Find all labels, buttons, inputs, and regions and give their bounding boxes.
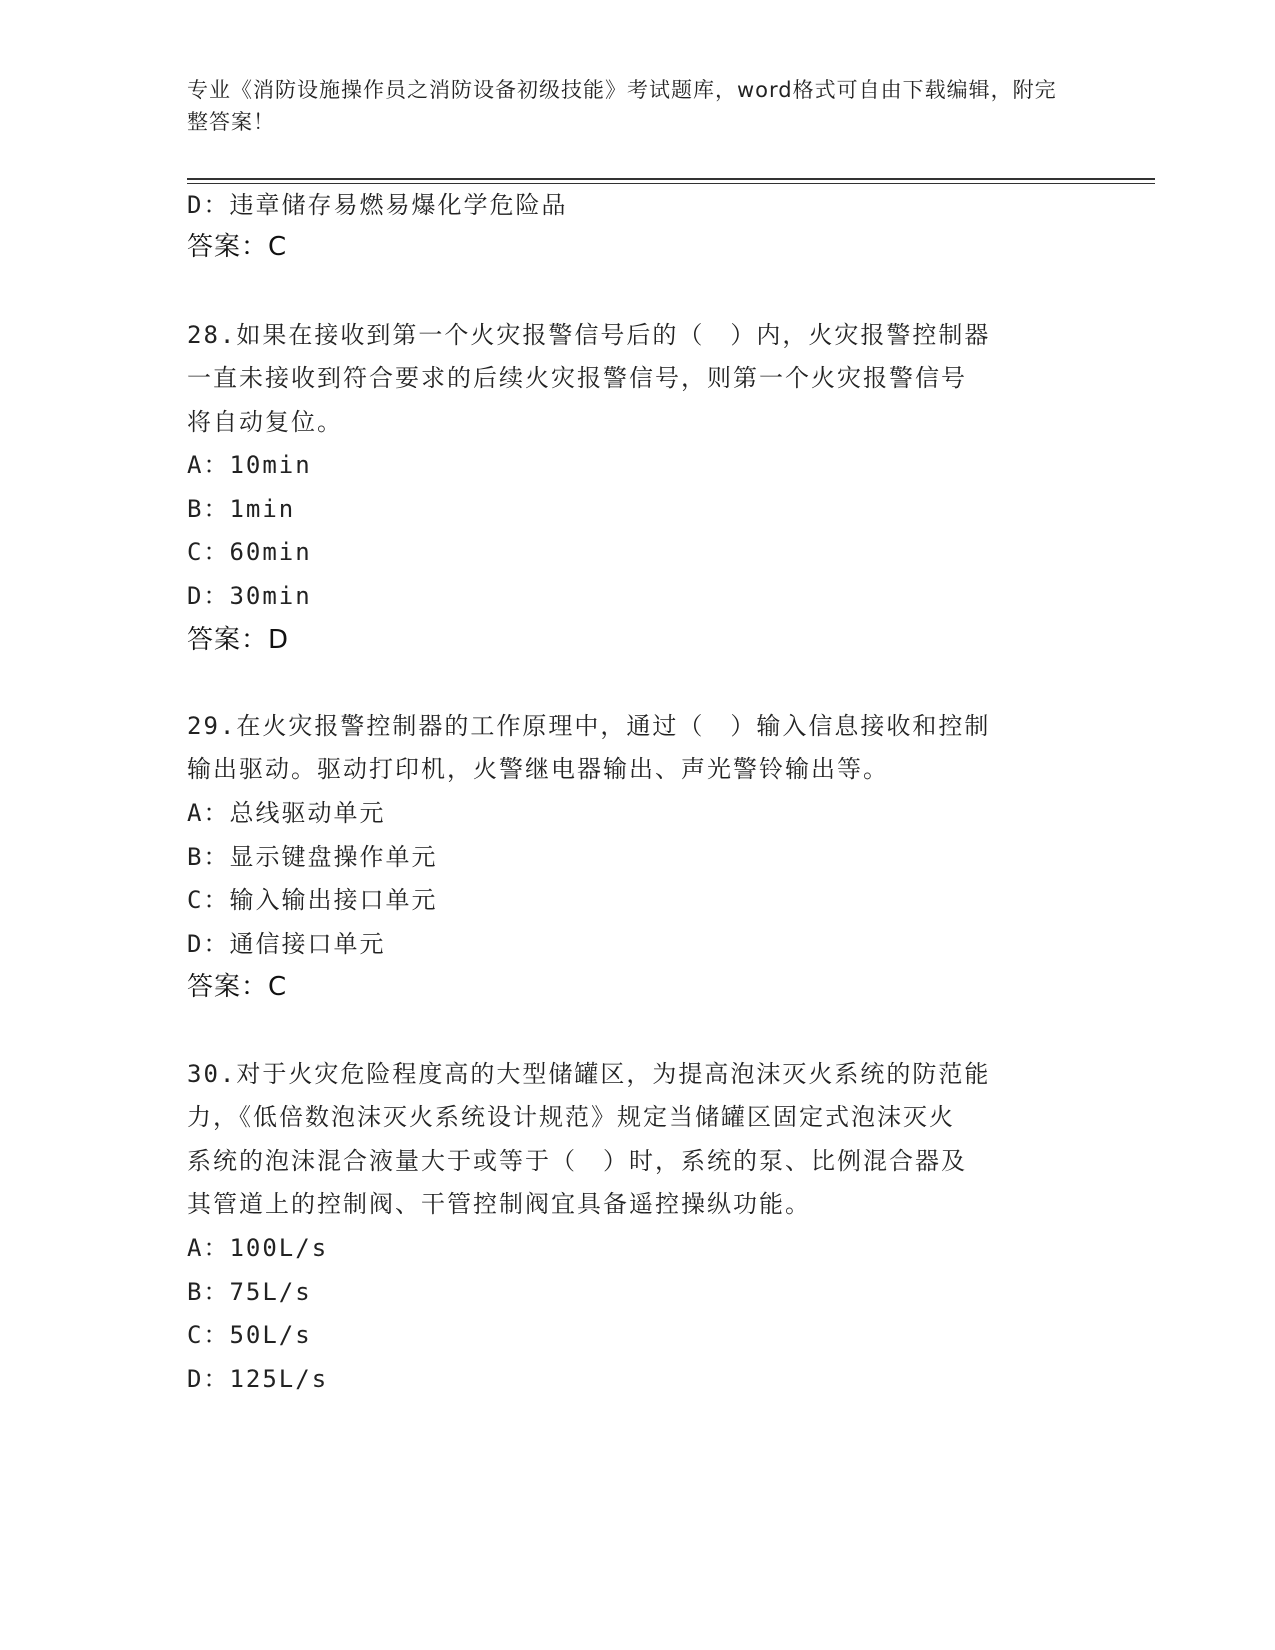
q29-stem-line-2: 输出驱动。驱动打印机，火警继电器输出、声光警铃输出等。	[187, 755, 889, 783]
q28-option-b: B：1min	[187, 495, 296, 523]
q30-stem-line-2: 力，《低倍数泡沫灭火系统设计规范》规定当储罐区固定式泡沫灭火	[187, 1103, 955, 1131]
q30-option-b: B：75L/s	[187, 1278, 312, 1306]
q30-option-d: D：125L/s	[187, 1365, 329, 1393]
q28-stem-line-1: 28.如果在接收到第一个火灾报警信号后的（ ）内，火灾报警控制器	[187, 321, 991, 349]
header-divider-thick	[187, 178, 1155, 180]
q29-option-d: D：通信接口单元	[187, 930, 386, 958]
q29-stem-line-1: 29.在火灾报警控制器的工作原理中，通过（ ）输入信息接收和控制	[187, 712, 991, 740]
header-divider-thin	[187, 183, 1155, 184]
q30-option-c: C：50L/s	[187, 1321, 312, 1349]
q30-option-a: A：100L/s	[187, 1234, 329, 1262]
prev-answer: 答案：C	[187, 232, 288, 262]
q29-option-c: C：输入输出接口单元	[187, 886, 438, 914]
q29-answer: 答案：C	[187, 972, 288, 1002]
q28-option-c: C：60min	[187, 538, 312, 566]
q29-option-a: A：总线驱动单元	[187, 799, 386, 827]
q30-stem-line-3: 系统的泡沫混合液量大于或等于（ ）时，系统的泵、比例混合器及	[187, 1147, 967, 1175]
q28-answer: 答案：D	[187, 625, 290, 655]
q28-stem-line-2: 一直未接收到符合要求的后续火灾报警信号，则第一个火灾报警信号	[187, 364, 967, 392]
prev-option-d: D：违章储存易燃易爆化学危险品	[187, 191, 568, 219]
q29-option-b: B：显示键盘操作单元	[187, 843, 438, 871]
document-header: 专业《消防设施操作员之消防设备初级技能》考试题库，word格式可自由下载编辑，附完整答案！	[187, 78, 1057, 134]
q28-option-d: D：30min	[187, 582, 312, 610]
q30-stem-line-4: 其管道上的控制阀、干管控制阀宜具备遥控操纵功能。	[187, 1190, 811, 1218]
q28-option-a: A：10min	[187, 451, 312, 479]
q30-stem-line-1: 30.对于火灾危险程度高的大型储罐区，为提高泡沫灭火系统的防范能	[187, 1060, 991, 1088]
q28-stem-line-3: 将自动复位。	[187, 408, 343, 436]
